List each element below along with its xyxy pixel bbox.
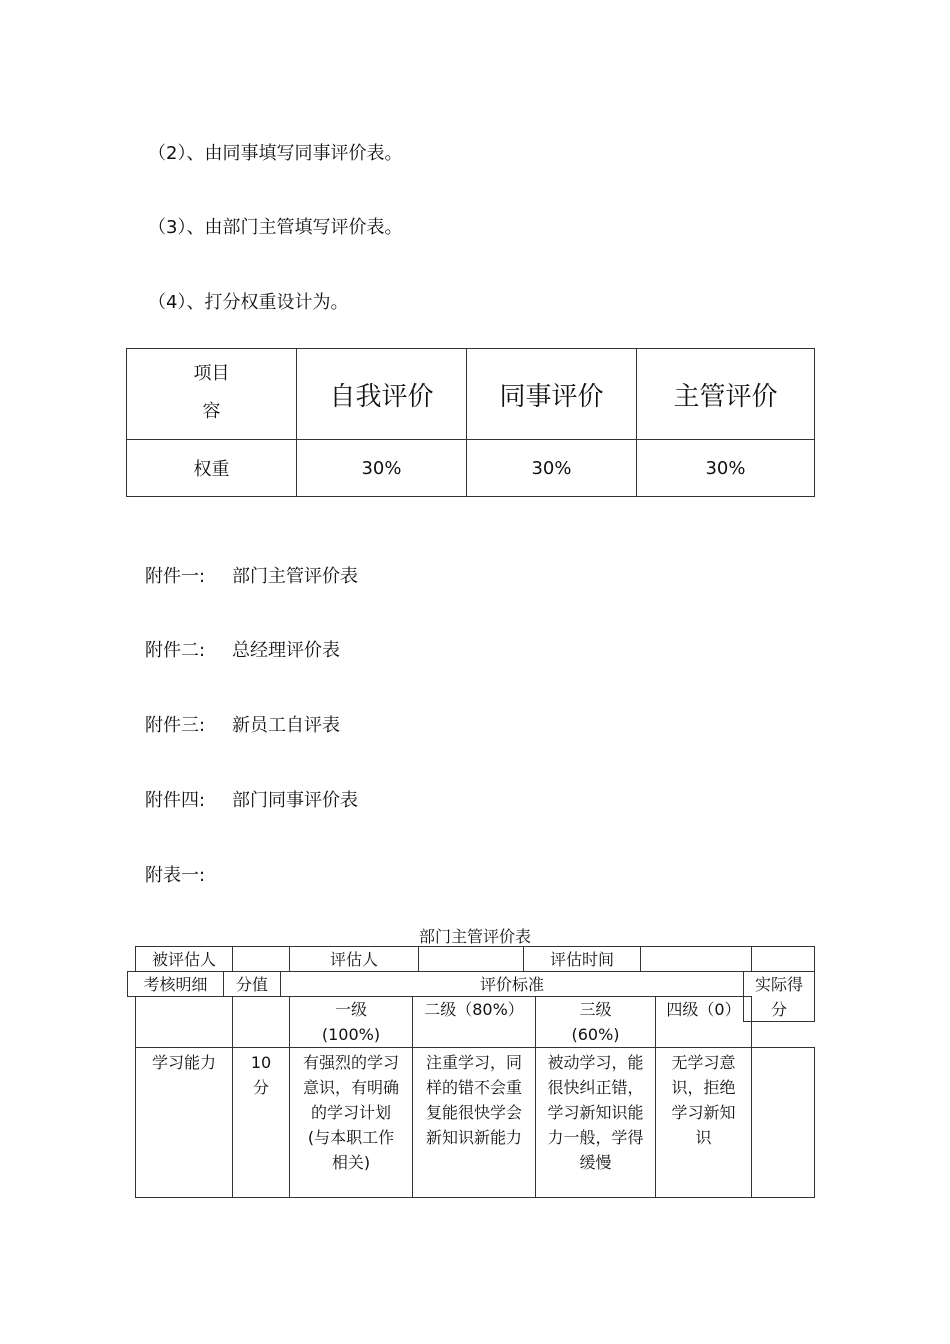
level-blank-score <box>232 996 290 1048</box>
evaluator-value[interactable] <box>418 946 524 972</box>
appendix-4-label: 附件四: <box>145 790 206 811</box>
appendix-1-label: 附件一: <box>145 566 206 587</box>
weight-value-self: 30% <box>296 439 467 497</box>
paragraph-3: （3）、由部门主管填写评价表。 <box>148 217 403 238</box>
level-2-line1: 二级（80%） <box>424 1000 524 1019</box>
level-4 <box>655 996 752 1048</box>
weight-value-peer: 30% <box>466 439 637 497</box>
criteria-2-line: 新知识新能力 <box>425 1128 522 1147</box>
appendix-2-title: 总经理评价表 <box>232 640 340 661</box>
criteria-level-2 <box>412 1047 536 1198</box>
level-blank-item <box>135 996 233 1048</box>
attached-table-label: 附表一: <box>145 865 206 886</box>
criteria-label: 评价标准 <box>280 971 744 997</box>
criteria-2-line: 复能很快学会 <box>425 1103 522 1122</box>
evaluatee-value[interactable] <box>232 946 290 972</box>
criteria-level-4 <box>655 1047 752 1198</box>
appendix-3-title: 新员工自评表 <box>232 715 340 736</box>
appendix-2-label: 附件二: <box>145 640 206 661</box>
criteria-4-line: 识，拒绝 <box>671 1078 736 1097</box>
actual-score-input[interactable] <box>751 1047 815 1198</box>
weight-value-manager: 30% <box>636 439 815 497</box>
weight-header-label-cell <box>126 348 297 440</box>
paragraph-4: （4）、打分权重设计为。 <box>148 292 349 313</box>
row-score-line2: 分 <box>252 1078 269 1097</box>
row-score-line1: 10 <box>250 1053 272 1072</box>
eval-time-label: 评估时间 <box>523 946 641 972</box>
criteria-3-line: 力一般，学得 <box>547 1128 644 1147</box>
appendix-4-title: 部门同事评价表 <box>232 790 358 811</box>
criteria-level-1 <box>289 1047 413 1198</box>
criteria-3-line: 缓慢 <box>579 1153 612 1172</box>
criteria-4-line: 无学习意 <box>671 1053 736 1072</box>
criteria-1-line: (与本职工作 <box>307 1128 395 1147</box>
detail-label: 考核明细 <box>127 971 224 997</box>
criteria-4-line: 识 <box>695 1128 712 1147</box>
criteria-3-line: 学习新知识能 <box>547 1103 644 1122</box>
criteria-level-3 <box>535 1047 656 1198</box>
appendix-1-title: 部门主管评价表 <box>232 566 358 587</box>
actual-score-label-line1: 实际得 <box>754 974 803 994</box>
eval-time-extra[interactable] <box>751 946 815 972</box>
appendix-3-label: 附件三: <box>145 715 206 736</box>
row-score <box>232 1047 290 1198</box>
criteria-3-line: 被动学习，能 <box>547 1053 644 1072</box>
actual-score-label <box>743 971 815 1022</box>
paragraph-2: （2）、由同事填写同事评价表。 <box>148 143 403 164</box>
criteria-1-line: 的学习计划 <box>310 1103 391 1122</box>
eval-table-title: 部门主管评价表 <box>418 927 531 946</box>
level-4-line1: 四级（0） <box>666 1000 741 1019</box>
criteria-2-line: 样的错不会重 <box>425 1078 522 1097</box>
row-item-learning: 学习能力 <box>135 1047 233 1198</box>
level-3 <box>535 996 656 1048</box>
level-2 <box>412 996 536 1048</box>
evaluatee-label: 被评估人 <box>135 946 233 972</box>
criteria-3-line: 很快纠正错， <box>547 1078 644 1097</box>
criteria-2-line: 注重学习，同 <box>425 1053 522 1072</box>
level-3-line2: (60%) <box>571 1025 620 1044</box>
score-label: 分值 <box>223 971 281 997</box>
level-3-line1: 三级 <box>579 1000 612 1019</box>
level-1 <box>289 996 413 1048</box>
actual-score-label-line2: 分 <box>770 999 787 1019</box>
weight-header-label-line2: 容 <box>202 401 221 422</box>
weight-col-manager: 主管评价 <box>636 348 815 440</box>
criteria-1-line: 有强烈的学习 <box>302 1053 399 1072</box>
criteria-4-line: 学习新知 <box>671 1103 736 1122</box>
criteria-1-line: 相关) <box>331 1153 371 1172</box>
criteria-1-line: 意识，有明确 <box>302 1078 399 1097</box>
weight-col-self: 自我评价 <box>296 348 467 440</box>
evaluator-label: 评估人 <box>289 946 419 972</box>
eval-time-value[interactable] <box>640 946 752 972</box>
weight-row-label: 权重 <box>126 439 297 497</box>
weight-col-peer: 同事评价 <box>466 348 637 440</box>
weight-header-label-line1: 项目 <box>193 363 230 384</box>
level-1-line1: 一级 <box>334 1000 367 1019</box>
level-1-line2: (100%) <box>321 1025 381 1044</box>
